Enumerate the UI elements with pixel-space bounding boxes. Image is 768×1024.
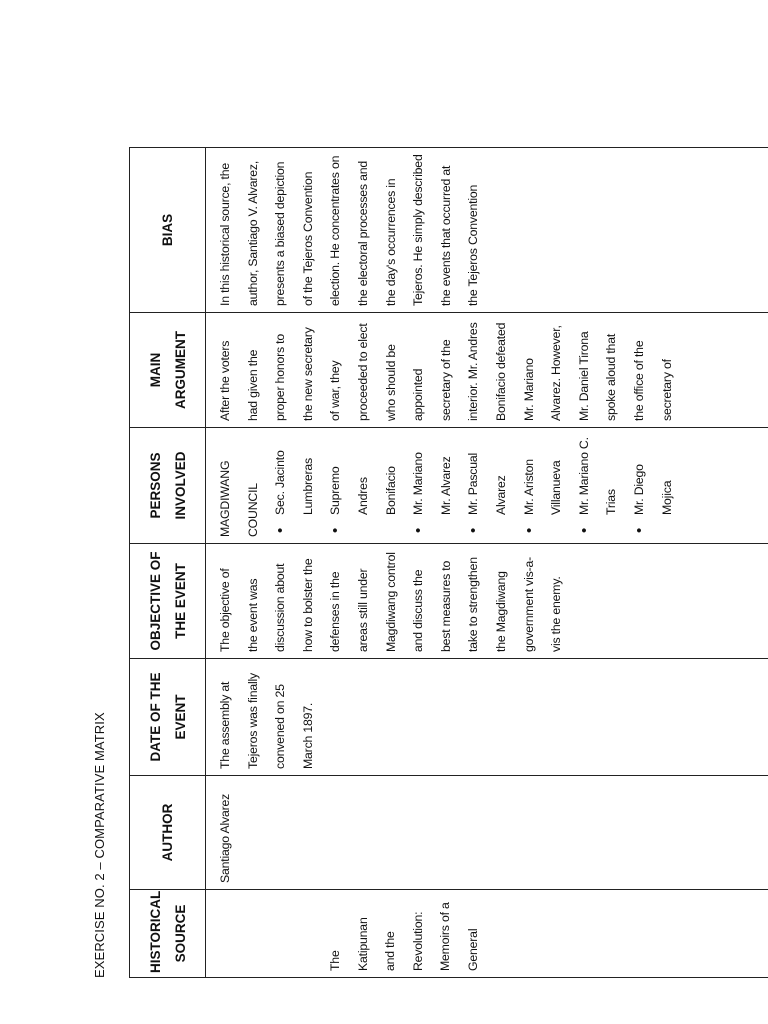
header-objective-of-event: OBJECTIVE OF THE EVENT [130, 544, 206, 659]
page-title: EXERCISE NO. 2 – COMPARATIVE MATRIX [92, 712, 107, 978]
header-main-argument: MAIN ARGUMENT [130, 313, 206, 428]
cell-persons-involved [206, 428, 768, 544]
header-bias: BIAS [130, 148, 206, 313]
persons-intro: MAGDIWANG COUNCIL [218, 460, 260, 537]
header-author: AUTHOR [130, 776, 206, 890]
list-item: • Mr. Ariston Villanueva [516, 434, 571, 537]
cell-main-argument: After the voters had given the proper honors to the new secretary of war, they proceeded to elect who should be appointed secretary of the interior. Mr. Andres Bonifacio defeated Mr. Mariano Alvarez. However, Mr. Daniel Tirona spoke aloud that the office of the secretary of [206, 313, 768, 428]
list-item: • Mr. Mariano Mr. Alvarez [405, 434, 460, 537]
list-item: • Mr. Diego Mojica [626, 434, 681, 537]
comparative-matrix-table [129, 147, 768, 978]
header-historical-source: HISTORICAL SOURCE [130, 890, 206, 978]
cell-historical-source: The Katipunan and the Revolution: Memoirs of a General [206, 890, 768, 978]
persons-list [267, 434, 681, 537]
cell-date: The assembly at Tejeros was finally convened on 25 March 1897. [206, 659, 768, 776]
header-date-of-event: DATE OF THE EVENT [130, 659, 206, 776]
list-item: • Mr. Mariano C. Trias [571, 434, 626, 537]
list-item: • Sec. Jacinto Lumbreras [267, 434, 322, 537]
list-item: • Mr. Pascual Alvarez [460, 434, 515, 537]
header-row [130, 148, 206, 978]
cell-author: Santiago Alvarez [206, 776, 768, 890]
cell-bias: In this historical source, the author, Santiago V. Alvarez, presents a biased depiction of the Tejeros Convention election. He concentrates on the electoral processes and the day's occurrences in Tejeros. He simply described the events that occurred at the Tejeros Convention [206, 148, 768, 313]
header-persons-involved: PERSONS INVOLVED [130, 428, 206, 544]
table-row [206, 148, 768, 978]
cell-objective: The objective of the event was discussion about how to bolster the defenses in the areas still under Magdiwang control and discuss the best measures to take to strengthen the Magdiwang government vis-a-vis the enemy. [206, 544, 768, 659]
list-item: • Supremo Andres Bonifacio [322, 434, 405, 537]
